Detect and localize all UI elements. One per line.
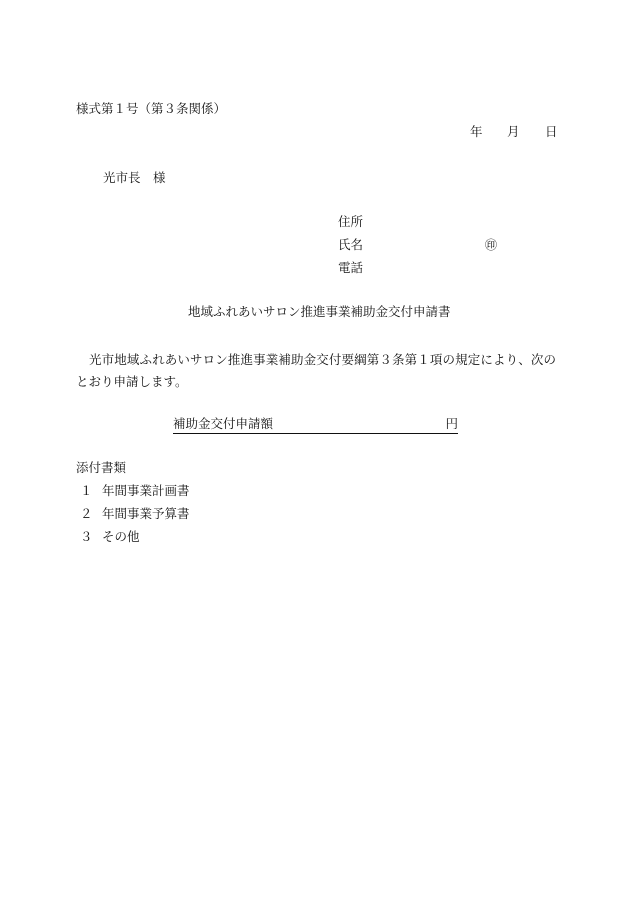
amount-unit: 円 xyxy=(445,416,458,431)
addressee: 光市長 様 xyxy=(103,170,166,185)
attachments-heading: 添付書類 xyxy=(76,460,127,475)
document-title: 地域ふれあいサロン推進事業補助金交付申請書 xyxy=(188,304,451,319)
phone-label: 電話 xyxy=(338,260,364,275)
name-label: 氏名 xyxy=(338,237,364,252)
seal-icon: ㊞ xyxy=(485,238,498,252)
attachment-number: １ xyxy=(80,483,93,498)
body-paragraph: 光市地域ふれあいサロン推進事業補助金交付要綱第３条第１項の規定により、次のとおり申請します。 xyxy=(76,352,556,389)
address-label: 住所 xyxy=(338,214,364,229)
date-day-label: 日 xyxy=(545,124,558,139)
attachment-label: 年間事業予算書 xyxy=(102,506,190,521)
date-month-label: 月 xyxy=(507,124,520,139)
attachment-item xyxy=(80,483,190,499)
amount-label: 補助金交付申請額 xyxy=(173,416,274,431)
attachment-item xyxy=(80,506,190,522)
amount-field xyxy=(173,416,458,434)
attachment-number: ２ xyxy=(80,506,93,521)
attachment-number: ３ xyxy=(80,529,93,544)
attachment-item xyxy=(80,529,140,545)
form-number: 様式第１号（第３条関係） xyxy=(76,101,227,116)
date-year-label: 年 xyxy=(470,124,483,139)
attachment-label: その他 xyxy=(102,529,140,544)
attachment-label: 年間事業計画書 xyxy=(102,483,190,498)
